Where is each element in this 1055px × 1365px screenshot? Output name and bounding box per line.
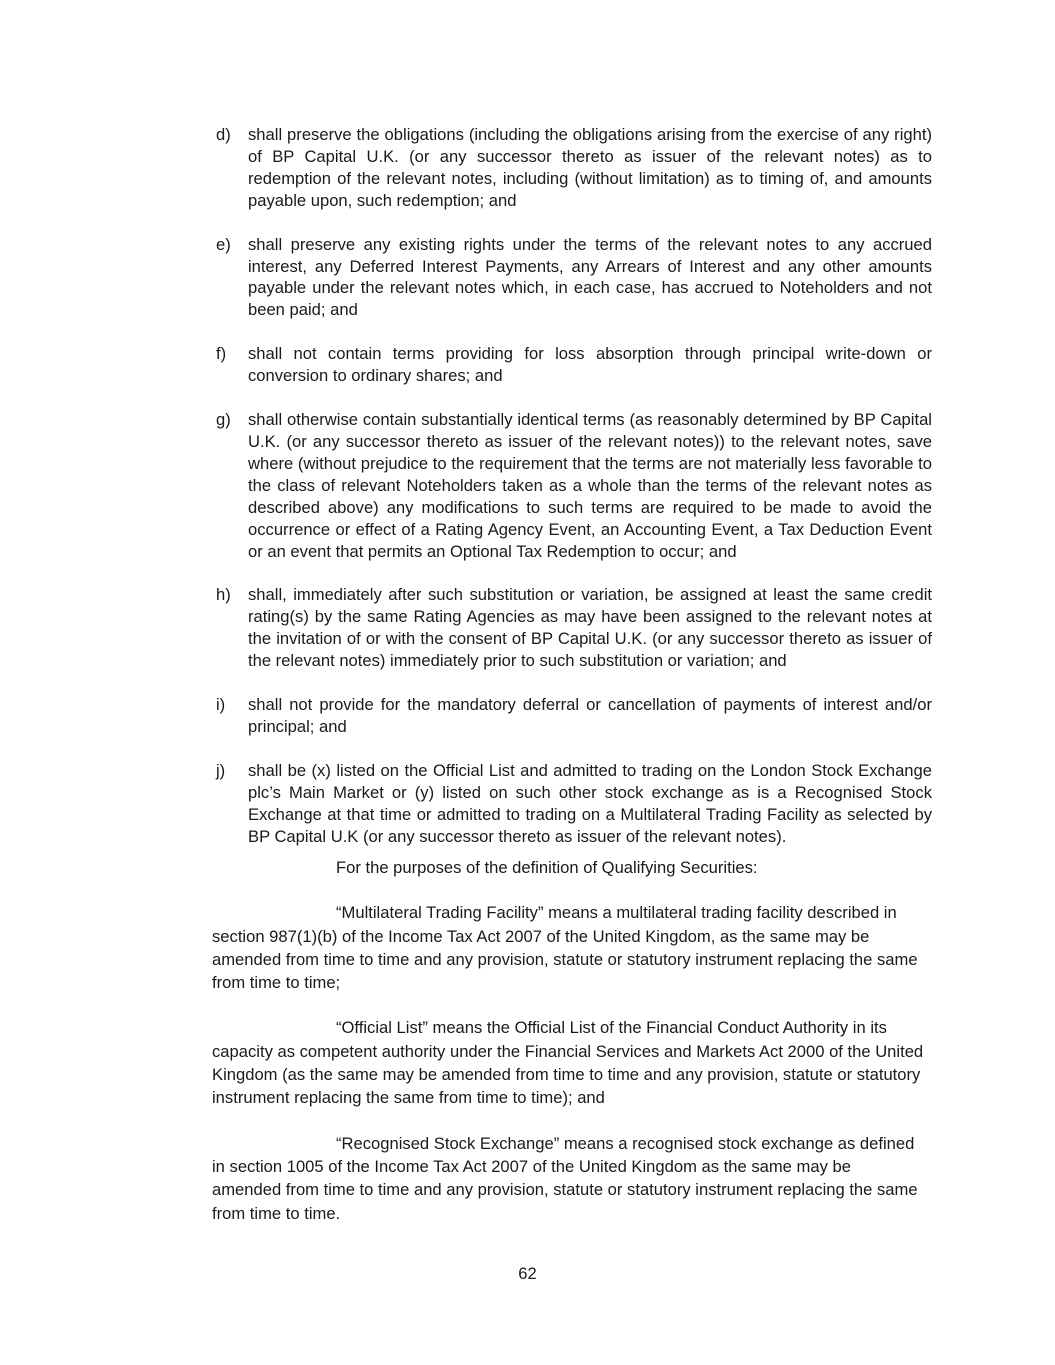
list-item-text: shall preserve the obligations (including the obligations arising from the exercise of any right) of BP Capital U.K. (or any successor thereto as issuer of the relevant notes) as to redemption of the relevant notes, including (without limitation) as to timing of, and amounts payable upon, such redemption; and — [248, 125, 932, 210]
list-item-text: shall not provide for the mandatory deferral or cancellation of payments of interest and/or principal; and — [248, 695, 932, 736]
definitions-section — [212, 856, 924, 1247]
list-item-d — [216, 124, 932, 212]
definition-official-list: “Official List” means the Official List of the Financial Conduct Authority in its capacity as competent authority under the Financial Services and Markets Act 2000 of the United Kingdom (as the same may be amended from time to time and any provision, statute or statutory instrument replacing the same from time to time); and — [212, 1018, 924, 1108]
list-item-g — [216, 409, 932, 562]
page-number: 62 — [518, 1264, 537, 1283]
conditions-list — [216, 124, 932, 869]
list-item-h — [216, 584, 932, 672]
list-item-text: shall be (x) listed on the Official List and admitted to trading on the London Stock Exchange plc’s Main Market or (y) listed on such other stock exchange as is a Recognised Stock Exchange at that time or admitted to trading on a Multilateral Trading Facility as selected by BP Capital U.K (or any successor thereto as issuer of the relevant notes). — [248, 760, 932, 846]
list-item-e — [216, 234, 932, 322]
list-item-letter: g) — [216, 410, 231, 430]
definitions-intro: For the purposes of the definition of Qualifying Securities: — [336, 858, 758, 877]
list-item-i — [216, 694, 932, 738]
list-item-letter: j) — [216, 760, 226, 780]
list-item-letter: h) — [216, 585, 231, 605]
list-item-letter: i) — [216, 695, 226, 715]
list-item-text: shall, immediately after such substitution or variation, be assigned at least the same credit rating(s) by the same Rating Agencies as may have been assigned to the relevant notes at the invitation of or with the consent of BP Capital U.K. (or any successor thereto as issuer of the relevant notes) immediately prior to such substitution or variation; and — [248, 585, 932, 671]
list-item-letter: e) — [216, 234, 231, 254]
list-item-letter: d) — [216, 125, 231, 144]
list-item-text: shall preserve any existing rights under the terms of the relevant notes to any accrued interest, any Deferred Interest Payments, any Arrears of Interest and any other amounts payable under the relevant notes which, in each case, has accrued to Noteholders and not been paid; and — [248, 234, 932, 320]
list-item-text: shall otherwise contain substantially identical terms (as reasonably determined by BP Capital U.K. (or any successor thereto as issuer of the relevant notes)) to the relevant notes, save where (without prejudice to the requirement that the terms are not materially less favorable to the class of relevant Noteholders taken as a whole than the terms of the relevant notes as described above) any modifications to such terms are required to be made to avoid the occurrence or effect of a Rating Agency Event, an Accounting Event, a Tax Deduction Event or an event that permits an Optional Tax Redemption to occur; and — [248, 410, 932, 561]
list-item-letter: f) — [216, 344, 227, 364]
definition-multilateral-trading-facility: “Multilateral Trading Facility” means a multilateral trading facility described in section 987(1)(b) of the Income Tax Act 2007 of the United Kingdom, as the same may be amended from time to time and any provision, statute or statutory instrument replacing the same from time to time; — [212, 903, 918, 993]
definition-recognised-stock-exchange: “Recognised Stock Exchange” means a recognised stock exchange as defined in section 1005 of the Income Tax Act 2007 of the United Kingdom as the same may be amended from time to time and any provision, statute or statutory instrument replacing the same from time to time. — [212, 1133, 918, 1223]
list-item-f — [216, 343, 932, 387]
list-item-j — [216, 760, 932, 848]
list-item-text: shall not contain terms providing for loss absorption through principal write-down or conversion to ordinary shares; and — [248, 344, 932, 386]
